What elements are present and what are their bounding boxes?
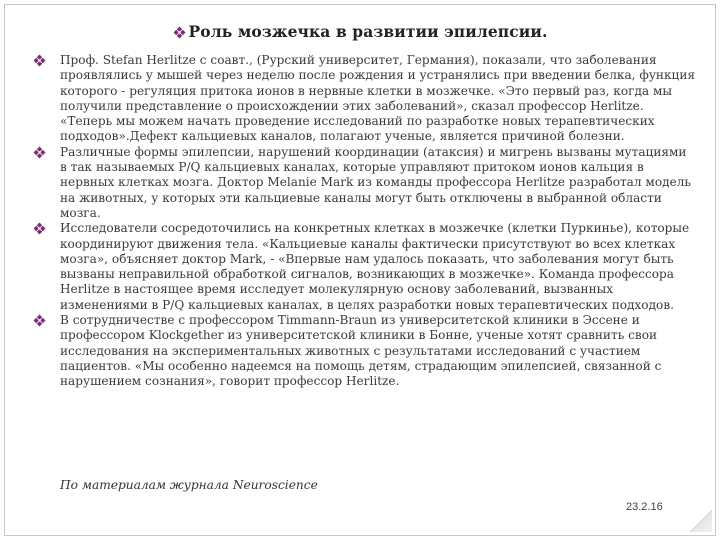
diamond-bullet-icon: [33, 54, 46, 67]
bullet-paragraph: [33, 53, 697, 145]
bullet-paragraph: [33, 145, 697, 221]
slide-body: [33, 53, 697, 390]
paragraph-text: В сотрудничестве с профессором Timmann-Braun из университетской клиники в Эссене и профессором Klockgether из университетской клиники в Бонне, ученые хотят сравнить свои исследования на экспериментальных животных с результатами исследований с участием пациентов. «Мы особенно надеемся на помощь детям, страдающим эпилепсией, связанной с нарушением сознания», говорит профессор Herlitze.: [60, 313, 662, 389]
paragraph-text: Исследователи сосредоточились на конкретных клетках в мозжечке (клетки Пуркинье), которые координируют движения тела. «Кальциевые каналы фактически присутствуют во всех клетках мозга», объясняет доктор Mark, - «Впервые нам удалось показать, что заболевания могут быть вызваны неправильной обработкой сигналов, возникающих в мозжечке». Команда профессора Herlitze в настоящее время исследует молекулярную основу заболеваний, вызванных изменениями в P/Q кальциевых каналах, в целях разработки новых терапевтических подходов.: [60, 221, 690, 312]
bullet-paragraph: [33, 313, 697, 389]
page-curl-decoration: [690, 510, 712, 532]
diamond-bullet-icon: [33, 146, 46, 159]
slide-title-text: Роль мозжечка в развитии эпилепсии.: [188, 22, 548, 41]
slide-date: 23.2.16: [626, 501, 663, 513]
bullet-paragraph: [33, 221, 697, 313]
diamond-bullet-icon: [33, 314, 46, 327]
slide-title: [0, 22, 720, 41]
diamond-bullet-icon: [173, 26, 186, 39]
paragraph-text: Проф. Stefan Herlitze с соавт., (Рурский университет, Германия), показали, что заболевания проявлялись у мышей через неделю после рождения и устранялись при введении белка, функция которого - регуляция притока ионов в нервные клетки в мозжечке. «Это первый раз, когда мы получили представление о происхождении этих заболеваний», сказал профессор Herlitze. «Теперь мы можем начать проведение исследований по разработке новых терапевтических подходов».Дефект кальциевых каналов, полагают ученые, является причиной болезни.: [60, 53, 696, 144]
diamond-bullet-icon: [33, 222, 46, 235]
source-note: По материалам журнала Neuroscience: [60, 478, 318, 492]
paragraph-text: Различные формы эпилепсии, нарушений координации (атаксия) и мигрень вызваны мутациями в так называемых P/Q кальциевых каналах, которые управляют притоком ионов кальция в нервных клетках мозга. Доктор Melanie Mark из команды профессора Herlitze разработал модель на животных, у которых эти кальциевые каналы могут быть отключены в выбранной области мозга.: [60, 144, 691, 220]
